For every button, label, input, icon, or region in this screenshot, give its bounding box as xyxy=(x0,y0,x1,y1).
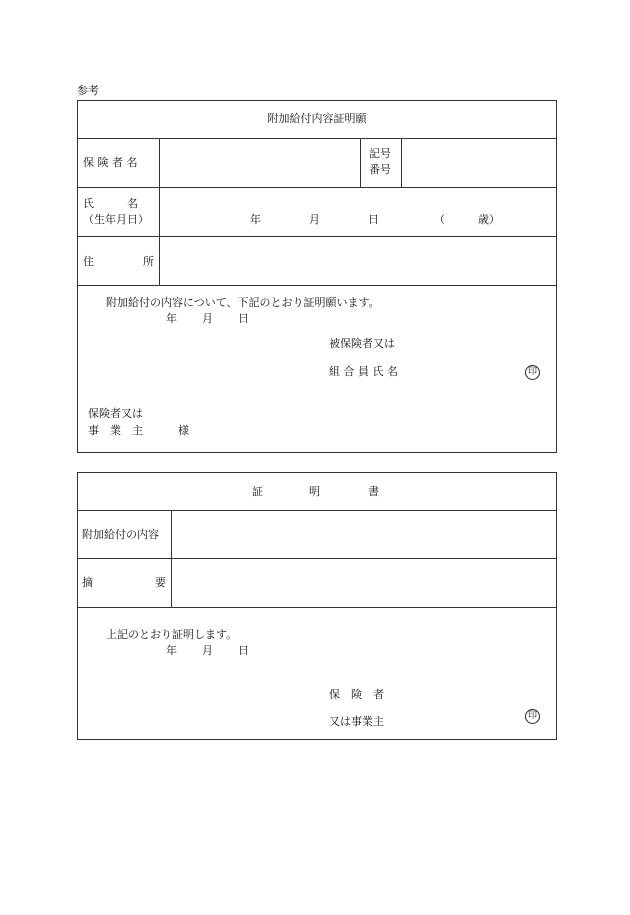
benefit-content-field[interactable] xyxy=(173,512,555,557)
age-label: 歳） xyxy=(478,213,500,226)
request-text: 附加給付の内容について、下記のとおり証明願います。 xyxy=(106,296,380,309)
certificate-title-2: 明 xyxy=(309,485,320,498)
year-label: 年 xyxy=(250,213,261,226)
seal-mark: 印 xyxy=(525,709,540,724)
birthdate-label: （生年月日） xyxy=(83,213,149,226)
divider xyxy=(77,236,557,237)
month-label: 月 xyxy=(309,213,320,226)
certificate-title-1: 証 xyxy=(252,485,263,498)
age-open-paren: （ xyxy=(434,213,445,226)
divider xyxy=(159,138,160,286)
cert-date-year: 年 xyxy=(166,644,177,657)
divider xyxy=(77,558,557,559)
date-year: 年 xyxy=(166,312,177,325)
date-month: 月 xyxy=(202,312,213,325)
reference-label: 参考 xyxy=(77,84,99,97)
cert-date-month: 月 xyxy=(202,644,213,657)
divider xyxy=(77,187,557,188)
divider xyxy=(77,510,557,511)
divider xyxy=(77,138,557,139)
certification-text: 上記のとおり証明します。 xyxy=(106,628,238,641)
member-name-label: 組 合 員 氏 名 xyxy=(329,365,398,378)
benefit-content-label: 附加給付の内容 xyxy=(82,528,159,541)
address-label: 住 xyxy=(83,255,94,268)
address-label-2: 所 xyxy=(143,255,154,268)
insurer-name-label: 保 険 者 名 xyxy=(83,156,138,169)
divider xyxy=(360,138,361,187)
symbol-label: 記号 xyxy=(369,147,391,160)
divider xyxy=(171,510,172,607)
addressee-label: 保険者又は xyxy=(88,407,143,420)
summary-label: 摘 xyxy=(82,576,93,589)
divider xyxy=(77,285,557,286)
certificate-title-3: 書 xyxy=(368,485,379,498)
day-label: 日 xyxy=(368,213,379,226)
symbol-number-field[interactable] xyxy=(403,140,555,186)
employer-label: 又は事業主 xyxy=(329,715,384,728)
insurer-name-field[interactable] xyxy=(161,140,359,186)
summary-field[interactable] xyxy=(173,560,555,606)
divider xyxy=(401,138,402,187)
insurer-label: 保 険 者 xyxy=(329,688,384,701)
cert-date-day: 日 xyxy=(238,644,249,657)
name-label: 氏 名 xyxy=(83,197,138,210)
insured-label: 被保険者又は xyxy=(329,337,395,350)
request-title: 附加給付内容証明願 xyxy=(267,112,367,125)
divider xyxy=(77,607,557,608)
address-field[interactable] xyxy=(161,238,555,284)
summary-label-2: 要 xyxy=(155,576,166,589)
seal-mark: 印 xyxy=(525,365,540,380)
honorific-label: 様 xyxy=(178,424,189,437)
employer-label: 事 業 主 xyxy=(88,424,143,437)
date-day: 日 xyxy=(238,312,249,325)
number-label: 番号 xyxy=(369,163,391,176)
name-field[interactable] xyxy=(161,189,555,235)
